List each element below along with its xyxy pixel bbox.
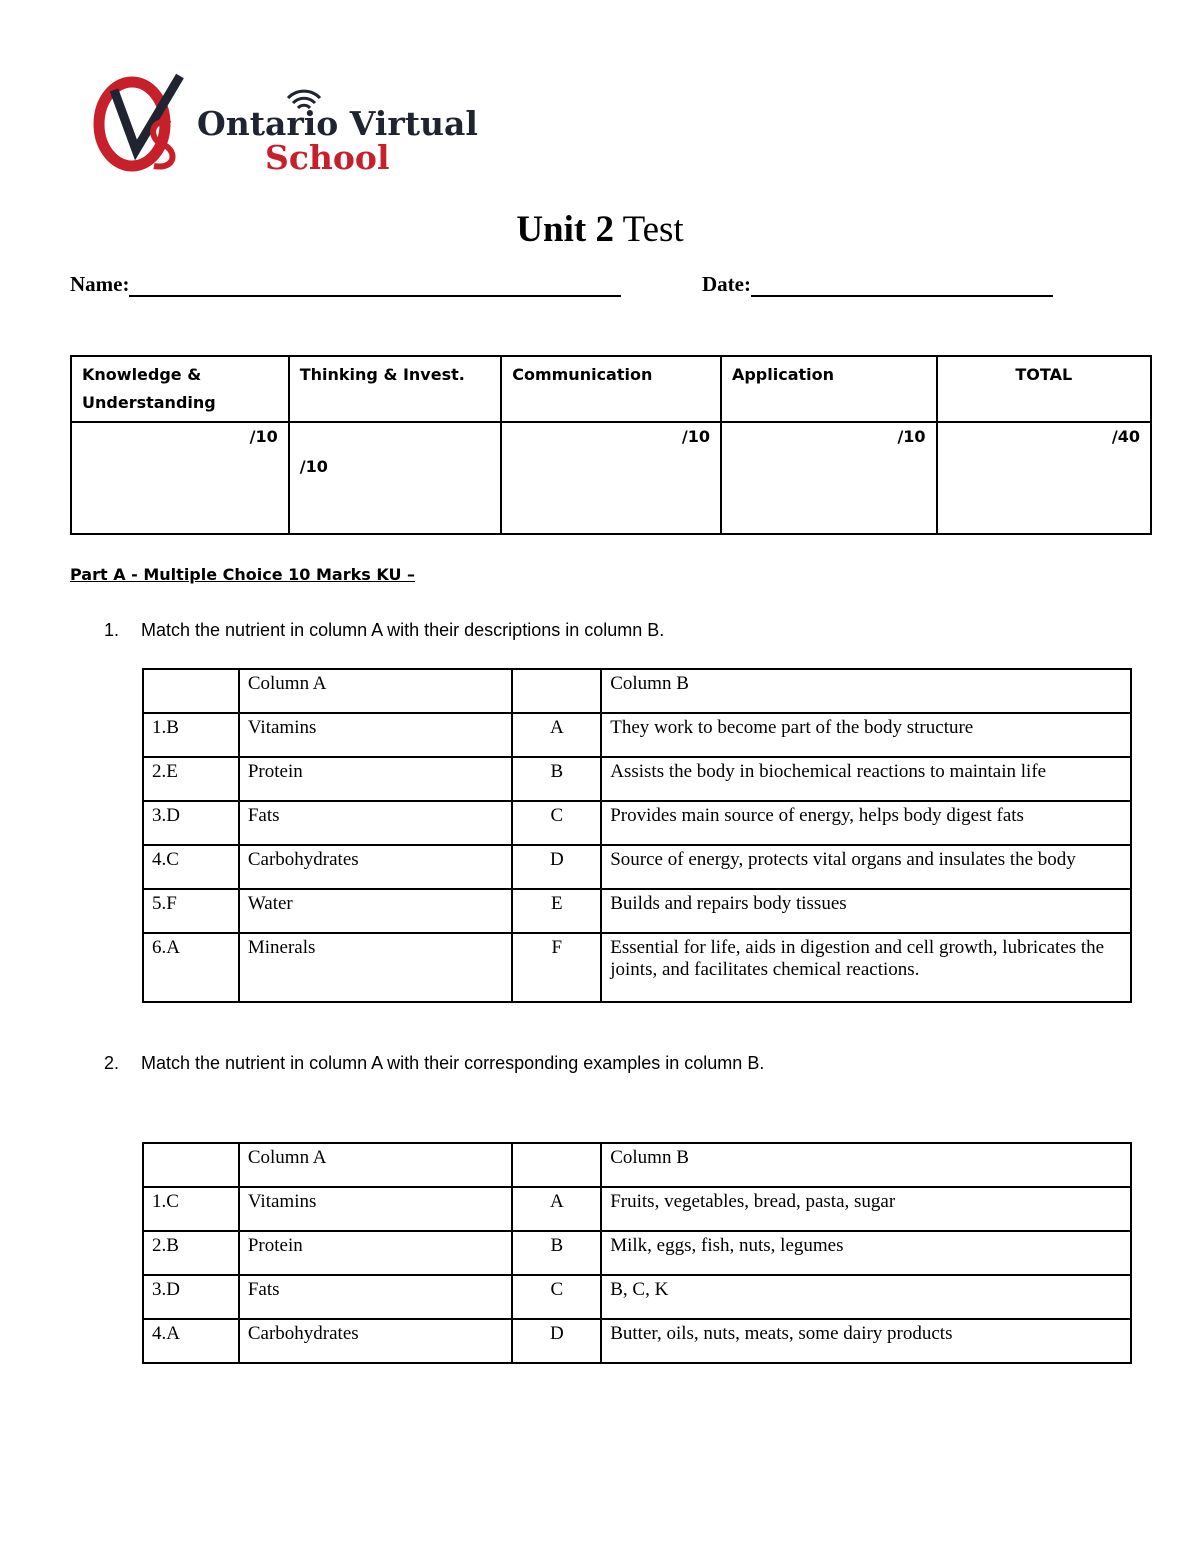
letter-cell: D <box>512 845 601 889</box>
table-row <box>143 1275 1131 1319</box>
logo-line-2: School <box>265 138 390 177</box>
name-field[interactable] <box>70 272 621 297</box>
table-cell <box>143 1143 239 1187</box>
question-2 <box>104 1053 764 1074</box>
page-title <box>0 208 1200 251</box>
letter-cell: D <box>512 1319 601 1363</box>
score-table <box>70 355 1152 535</box>
title-bold: Unit 2 <box>516 209 614 250</box>
nutrient-cell: Water <box>239 889 513 933</box>
description-cell: Assists the body in biochemical reactions to maintain life <box>601 757 1131 801</box>
answer-cell[interactable]: 4.A <box>143 1319 239 1363</box>
question-1 <box>104 620 664 641</box>
score-header: Knowledge & Understanding <box>71 356 289 422</box>
column-b-header: Column B <box>601 669 1131 713</box>
letter-cell: F <box>512 933 601 1002</box>
answer-cell[interactable]: 5.F <box>143 889 239 933</box>
answer-cell[interactable]: 3.D <box>143 1275 239 1319</box>
nutrient-cell: Minerals <box>239 933 513 1002</box>
nutrient-cell: Carbohydrates <box>239 1319 513 1363</box>
example-cell: Butter, oils, nuts, meats, some dairy products <box>601 1319 1131 1363</box>
table-row <box>143 713 1131 757</box>
answer-cell[interactable]: 3.D <box>143 801 239 845</box>
score-header: TOTAL <box>937 356 1151 422</box>
question-number: 1. <box>104 620 120 640</box>
score-mark: /10 <box>721 422 937 534</box>
answer-cell[interactable]: 4.C <box>143 845 239 889</box>
answer-cell[interactable]: 1.C <box>143 1187 239 1231</box>
letter-cell: E <box>512 889 601 933</box>
letter-cell: A <box>512 1187 601 1231</box>
table-header-row <box>143 669 1131 713</box>
nutrient-cell: Fats <box>239 801 513 845</box>
score-marks-row <box>71 422 1151 534</box>
logo-line-1: Ontario Virtual <box>197 104 478 143</box>
table-row <box>143 757 1131 801</box>
answer-cell[interactable]: 2.E <box>143 757 239 801</box>
question-2-table <box>142 1142 1132 1364</box>
table-header-row <box>143 1143 1131 1187</box>
score-header-row <box>71 356 1151 422</box>
letter-cell: A <box>512 713 601 757</box>
letter-cell: B <box>512 1231 601 1275</box>
example-cell: Fruits, vegetables, bread, pasta, sugar <box>601 1187 1131 1231</box>
school-logo <box>92 72 478 182</box>
date-label: Date: <box>702 272 751 296</box>
description-cell: Builds and repairs body tissues <box>601 889 1131 933</box>
name-line[interactable] <box>129 275 621 297</box>
letter-cell: C <box>512 1275 601 1319</box>
table-cell <box>512 669 601 713</box>
letter-cell: B <box>512 757 601 801</box>
table-cell <box>143 669 239 713</box>
column-b-header: Column B <box>601 1143 1131 1187</box>
example-cell: Milk, eggs, fish, nuts, legumes <box>601 1231 1131 1275</box>
description-cell: Essential for life, aids in digestion and cell growth, lubricates the joints, and facilitates chemical reactions. <box>601 933 1131 1002</box>
question-number: 2. <box>104 1053 120 1073</box>
answer-cell[interactable]: 6.A <box>143 933 239 1002</box>
score-header: Application <box>721 356 937 422</box>
letter-cell: C <box>512 801 601 845</box>
nutrient-cell: Vitamins <box>239 1187 513 1231</box>
question-text: Match the nutrient in column A with their descriptions in column B. <box>141 620 665 640</box>
nutrient-cell: Protein <box>239 1231 513 1275</box>
table-row <box>143 801 1131 845</box>
title-rest: Test <box>622 209 684 250</box>
score-mark: /10 <box>71 422 289 534</box>
example-cell: B, C, K <box>601 1275 1131 1319</box>
column-a-header: Column A <box>239 1143 513 1187</box>
score-mark: /10 <box>501 422 721 534</box>
question-text: Match the nutrient in column A with their corresponding examples in column B. <box>141 1053 765 1073</box>
part-a-heading: Part A - Multiple Choice 10 Marks KU – <box>70 565 416 584</box>
nutrient-cell: Carbohydrates <box>239 845 513 889</box>
table-row <box>143 1187 1131 1231</box>
answer-cell[interactable]: 1.B <box>143 713 239 757</box>
date-line[interactable] <box>751 275 1053 297</box>
table-row <box>143 933 1131 1002</box>
description-cell: Source of energy, protects vital organs and insulates the body <box>601 845 1131 889</box>
description-cell: Provides main source of energy, helps body digest fats <box>601 801 1131 845</box>
table-row <box>143 1231 1131 1275</box>
column-a-header: Column A <box>239 669 513 713</box>
score-mark: /40 <box>937 422 1151 534</box>
question-1-table <box>142 668 1132 1003</box>
table-row <box>143 889 1131 933</box>
date-field[interactable] <box>702 272 1053 297</box>
score-header: Thinking & Invest. <box>289 356 502 422</box>
nutrient-cell: Protein <box>239 757 513 801</box>
ovs-emblem-icon <box>92 72 192 182</box>
table-row <box>143 845 1131 889</box>
nutrient-cell: Fats <box>239 1275 513 1319</box>
score-mark: /10 <box>289 422 502 534</box>
answer-cell[interactable]: 2.B <box>143 1231 239 1275</box>
description-cell: They work to become part of the body structure <box>601 713 1131 757</box>
name-label: Name: <box>70 272 130 296</box>
score-header: Communication <box>501 356 721 422</box>
table-row <box>143 1319 1131 1363</box>
nutrient-cell: Vitamins <box>239 713 513 757</box>
table-cell <box>512 1143 601 1187</box>
